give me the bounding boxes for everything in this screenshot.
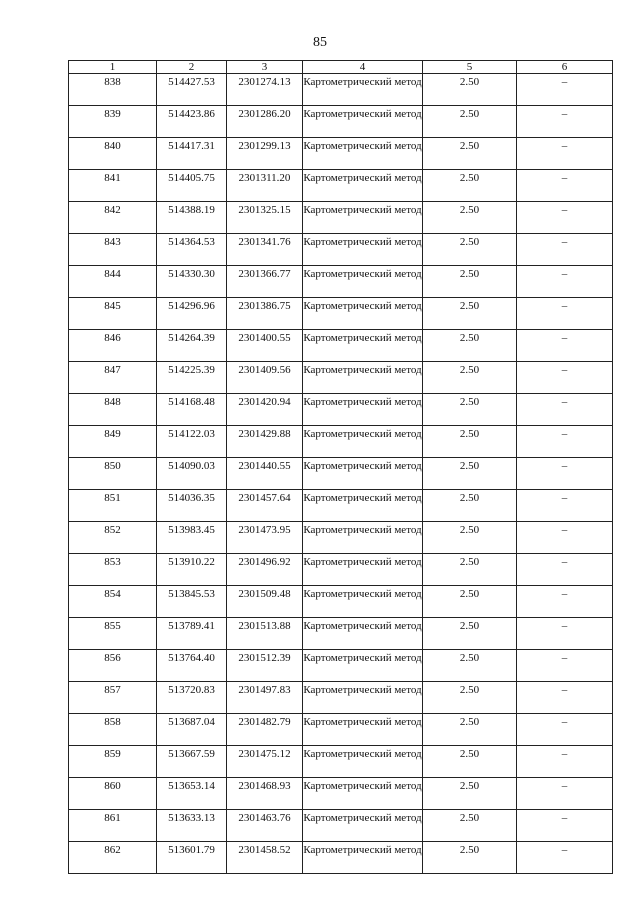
point-number-cell: 845: [69, 298, 157, 330]
method-cell: Картометрический метод: [303, 778, 423, 810]
point-number-cell: 844: [69, 266, 157, 298]
x-coordinate-cell: 513653.14: [157, 778, 227, 810]
table-row: [69, 330, 613, 362]
page-number: 85: [313, 35, 327, 50]
y-coordinate-cell: 2301440.55: [227, 458, 303, 490]
note-cell: –: [517, 458, 613, 490]
table-row: [69, 650, 613, 682]
x-coordinate-cell: 514405.75: [157, 170, 227, 202]
point-number-cell: 846: [69, 330, 157, 362]
point-number-cell: 859: [69, 746, 157, 778]
point-number-cell: 849: [69, 426, 157, 458]
x-coordinate-cell: 513601.79: [157, 842, 227, 874]
method-cell: Картометрический метод: [303, 746, 423, 778]
point-number-cell: 854: [69, 586, 157, 618]
table-row: [69, 202, 613, 234]
note-cell: –: [517, 554, 613, 586]
table-row: [69, 522, 613, 554]
x-coordinate-cell: 513910.22: [157, 554, 227, 586]
note-cell: –: [517, 138, 613, 170]
method-cell: Картометрический метод: [303, 810, 423, 842]
x-coordinate-cell: 514417.31: [157, 138, 227, 170]
x-coordinate-cell: 513720.83: [157, 682, 227, 714]
accuracy-cell: 2.50: [423, 522, 517, 554]
point-number-cell: 842: [69, 202, 157, 234]
method-cell: Картометрический метод: [303, 138, 423, 170]
y-coordinate-cell: 2301463.76: [227, 810, 303, 842]
note-cell: –: [517, 650, 613, 682]
method-cell: Картометрический метод: [303, 842, 423, 874]
point-number-cell: 857: [69, 682, 157, 714]
column-header-1: 1: [69, 61, 157, 74]
accuracy-cell: 2.50: [423, 234, 517, 266]
table-row: [69, 714, 613, 746]
note-cell: –: [517, 330, 613, 362]
y-coordinate-cell: 2301468.93: [227, 778, 303, 810]
x-coordinate-cell: 513764.40: [157, 650, 227, 682]
table-row: [69, 842, 613, 874]
note-cell: –: [517, 426, 613, 458]
y-coordinate-cell: 2301286.20: [227, 106, 303, 138]
table-header: [69, 61, 613, 74]
x-coordinate-cell: 513983.45: [157, 522, 227, 554]
point-number-cell: 851: [69, 490, 157, 522]
note-cell: –: [517, 778, 613, 810]
accuracy-cell: 2.50: [423, 714, 517, 746]
note-cell: –: [517, 74, 613, 106]
method-cell: Картометрический метод: [303, 266, 423, 298]
x-coordinate-cell: 513845.53: [157, 586, 227, 618]
y-coordinate-cell: 2301458.52: [227, 842, 303, 874]
note-cell: –: [517, 522, 613, 554]
table-row: [69, 138, 613, 170]
y-coordinate-cell: 2301482.79: [227, 714, 303, 746]
y-coordinate-cell: 2301509.48: [227, 586, 303, 618]
table-row: [69, 810, 613, 842]
accuracy-cell: 2.50: [423, 74, 517, 106]
method-cell: Картометрический метод: [303, 618, 423, 650]
method-cell: Картометрический метод: [303, 74, 423, 106]
x-coordinate-cell: 513687.04: [157, 714, 227, 746]
x-coordinate-cell: 514264.39: [157, 330, 227, 362]
method-cell: Картометрический метод: [303, 490, 423, 522]
point-number-cell: 850: [69, 458, 157, 490]
y-coordinate-cell: 2301274.13: [227, 74, 303, 106]
note-cell: –: [517, 490, 613, 522]
y-coordinate-cell: 2301475.12: [227, 746, 303, 778]
method-cell: Картометрический метод: [303, 330, 423, 362]
y-coordinate-cell: 2301366.77: [227, 266, 303, 298]
table-body: [69, 74, 613, 874]
method-cell: Картометрический метод: [303, 106, 423, 138]
note-cell: –: [517, 810, 613, 842]
note-cell: –: [517, 682, 613, 714]
column-header-2: 2: [157, 61, 227, 74]
method-cell: Картометрический метод: [303, 586, 423, 618]
table-row: [69, 74, 613, 106]
accuracy-cell: 2.50: [423, 394, 517, 426]
table-row: [69, 426, 613, 458]
point-number-cell: 855: [69, 618, 157, 650]
method-cell: Картометрический метод: [303, 202, 423, 234]
accuracy-cell: 2.50: [423, 330, 517, 362]
point-number-cell: 841: [69, 170, 157, 202]
point-number-cell: 853: [69, 554, 157, 586]
note-cell: –: [517, 746, 613, 778]
note-cell: –: [517, 170, 613, 202]
table-row: [69, 586, 613, 618]
table-row: [69, 170, 613, 202]
coordinates-table: [68, 60, 613, 874]
y-coordinate-cell: 2301420.94: [227, 394, 303, 426]
note-cell: –: [517, 394, 613, 426]
table-row: [69, 746, 613, 778]
point-number-cell: 848: [69, 394, 157, 426]
accuracy-cell: 2.50: [423, 586, 517, 618]
method-cell: Картометрический метод: [303, 458, 423, 490]
accuracy-cell: 2.50: [423, 810, 517, 842]
x-coordinate-cell: 514364.53: [157, 234, 227, 266]
accuracy-cell: 2.50: [423, 842, 517, 874]
table-row: [69, 362, 613, 394]
table-row: [69, 490, 613, 522]
y-coordinate-cell: 2301311.20: [227, 170, 303, 202]
method-cell: Картометрический метод: [303, 554, 423, 586]
y-coordinate-cell: 2301429.88: [227, 426, 303, 458]
y-coordinate-cell: 2301513.88: [227, 618, 303, 650]
y-coordinate-cell: 2301325.15: [227, 202, 303, 234]
note-cell: –: [517, 266, 613, 298]
point-number-cell: 838: [69, 74, 157, 106]
accuracy-cell: 2.50: [423, 490, 517, 522]
header-row: [69, 61, 613, 74]
table-row: [69, 618, 613, 650]
accuracy-cell: 2.50: [423, 650, 517, 682]
y-coordinate-cell: 2301512.39: [227, 650, 303, 682]
point-number-cell: 843: [69, 234, 157, 266]
x-coordinate-cell: 513789.41: [157, 618, 227, 650]
x-coordinate-cell: 514423.86: [157, 106, 227, 138]
x-coordinate-cell: 514427.53: [157, 74, 227, 106]
method-cell: Картометрический метод: [303, 714, 423, 746]
accuracy-cell: 2.50: [423, 106, 517, 138]
x-coordinate-cell: 514036.35: [157, 490, 227, 522]
table-row: [69, 266, 613, 298]
y-coordinate-cell: 2301341.76: [227, 234, 303, 266]
accuracy-cell: 2.50: [423, 170, 517, 202]
column-header-5: 5: [423, 61, 517, 74]
table-row: [69, 298, 613, 330]
method-cell: Картометрический метод: [303, 234, 423, 266]
point-number-cell: 862: [69, 842, 157, 874]
table-row: [69, 682, 613, 714]
table-row: [69, 778, 613, 810]
table-row: [69, 394, 613, 426]
x-coordinate-cell: 513667.59: [157, 746, 227, 778]
point-number-cell: 839: [69, 106, 157, 138]
table-row: [69, 458, 613, 490]
x-coordinate-cell: 513633.13: [157, 810, 227, 842]
x-coordinate-cell: 514225.39: [157, 362, 227, 394]
x-coordinate-cell: 514388.19: [157, 202, 227, 234]
x-coordinate-cell: 514330.30: [157, 266, 227, 298]
note-cell: –: [517, 202, 613, 234]
table-row: [69, 106, 613, 138]
method-cell: Картометрический метод: [303, 650, 423, 682]
method-cell: Картометрический метод: [303, 682, 423, 714]
x-coordinate-cell: 514090.03: [157, 458, 227, 490]
point-number-cell: 847: [69, 362, 157, 394]
accuracy-cell: 2.50: [423, 682, 517, 714]
accuracy-cell: 2.50: [423, 202, 517, 234]
x-coordinate-cell: 514296.96: [157, 298, 227, 330]
method-cell: Картометрический метод: [303, 362, 423, 394]
note-cell: –: [517, 106, 613, 138]
y-coordinate-cell: 2301299.13: [227, 138, 303, 170]
note-cell: –: [517, 586, 613, 618]
accuracy-cell: 2.50: [423, 266, 517, 298]
column-header-4: 4: [303, 61, 423, 74]
note-cell: –: [517, 298, 613, 330]
method-cell: Картометрический метод: [303, 394, 423, 426]
accuracy-cell: 2.50: [423, 362, 517, 394]
method-cell: Картометрический метод: [303, 522, 423, 554]
method-cell: Картометрический метод: [303, 170, 423, 202]
accuracy-cell: 2.50: [423, 298, 517, 330]
accuracy-cell: 2.50: [423, 458, 517, 490]
accuracy-cell: 2.50: [423, 138, 517, 170]
note-cell: –: [517, 714, 613, 746]
note-cell: –: [517, 618, 613, 650]
y-coordinate-cell: 2301457.64: [227, 490, 303, 522]
accuracy-cell: 2.50: [423, 778, 517, 810]
y-coordinate-cell: 2301473.95: [227, 522, 303, 554]
point-number-cell: 856: [69, 650, 157, 682]
y-coordinate-cell: 2301400.55: [227, 330, 303, 362]
y-coordinate-cell: 2301497.83: [227, 682, 303, 714]
table-row: [69, 554, 613, 586]
accuracy-cell: 2.50: [423, 746, 517, 778]
y-coordinate-cell: 2301496.92: [227, 554, 303, 586]
point-number-cell: 861: [69, 810, 157, 842]
column-header-3: 3: [227, 61, 303, 74]
point-number-cell: 852: [69, 522, 157, 554]
table-row: [69, 234, 613, 266]
accuracy-cell: 2.50: [423, 426, 517, 458]
accuracy-cell: 2.50: [423, 554, 517, 586]
accuracy-cell: 2.50: [423, 618, 517, 650]
y-coordinate-cell: 2301386.75: [227, 298, 303, 330]
point-number-cell: 840: [69, 138, 157, 170]
method-cell: Картометрический метод: [303, 298, 423, 330]
column-header-6: 6: [517, 61, 613, 74]
x-coordinate-cell: 514168.48: [157, 394, 227, 426]
y-coordinate-cell: 2301409.56: [227, 362, 303, 394]
note-cell: –: [517, 362, 613, 394]
note-cell: –: [517, 234, 613, 266]
method-cell: Картометрический метод: [303, 426, 423, 458]
point-number-cell: 860: [69, 778, 157, 810]
point-number-cell: 858: [69, 714, 157, 746]
note-cell: –: [517, 842, 613, 874]
x-coordinate-cell: 514122.03: [157, 426, 227, 458]
